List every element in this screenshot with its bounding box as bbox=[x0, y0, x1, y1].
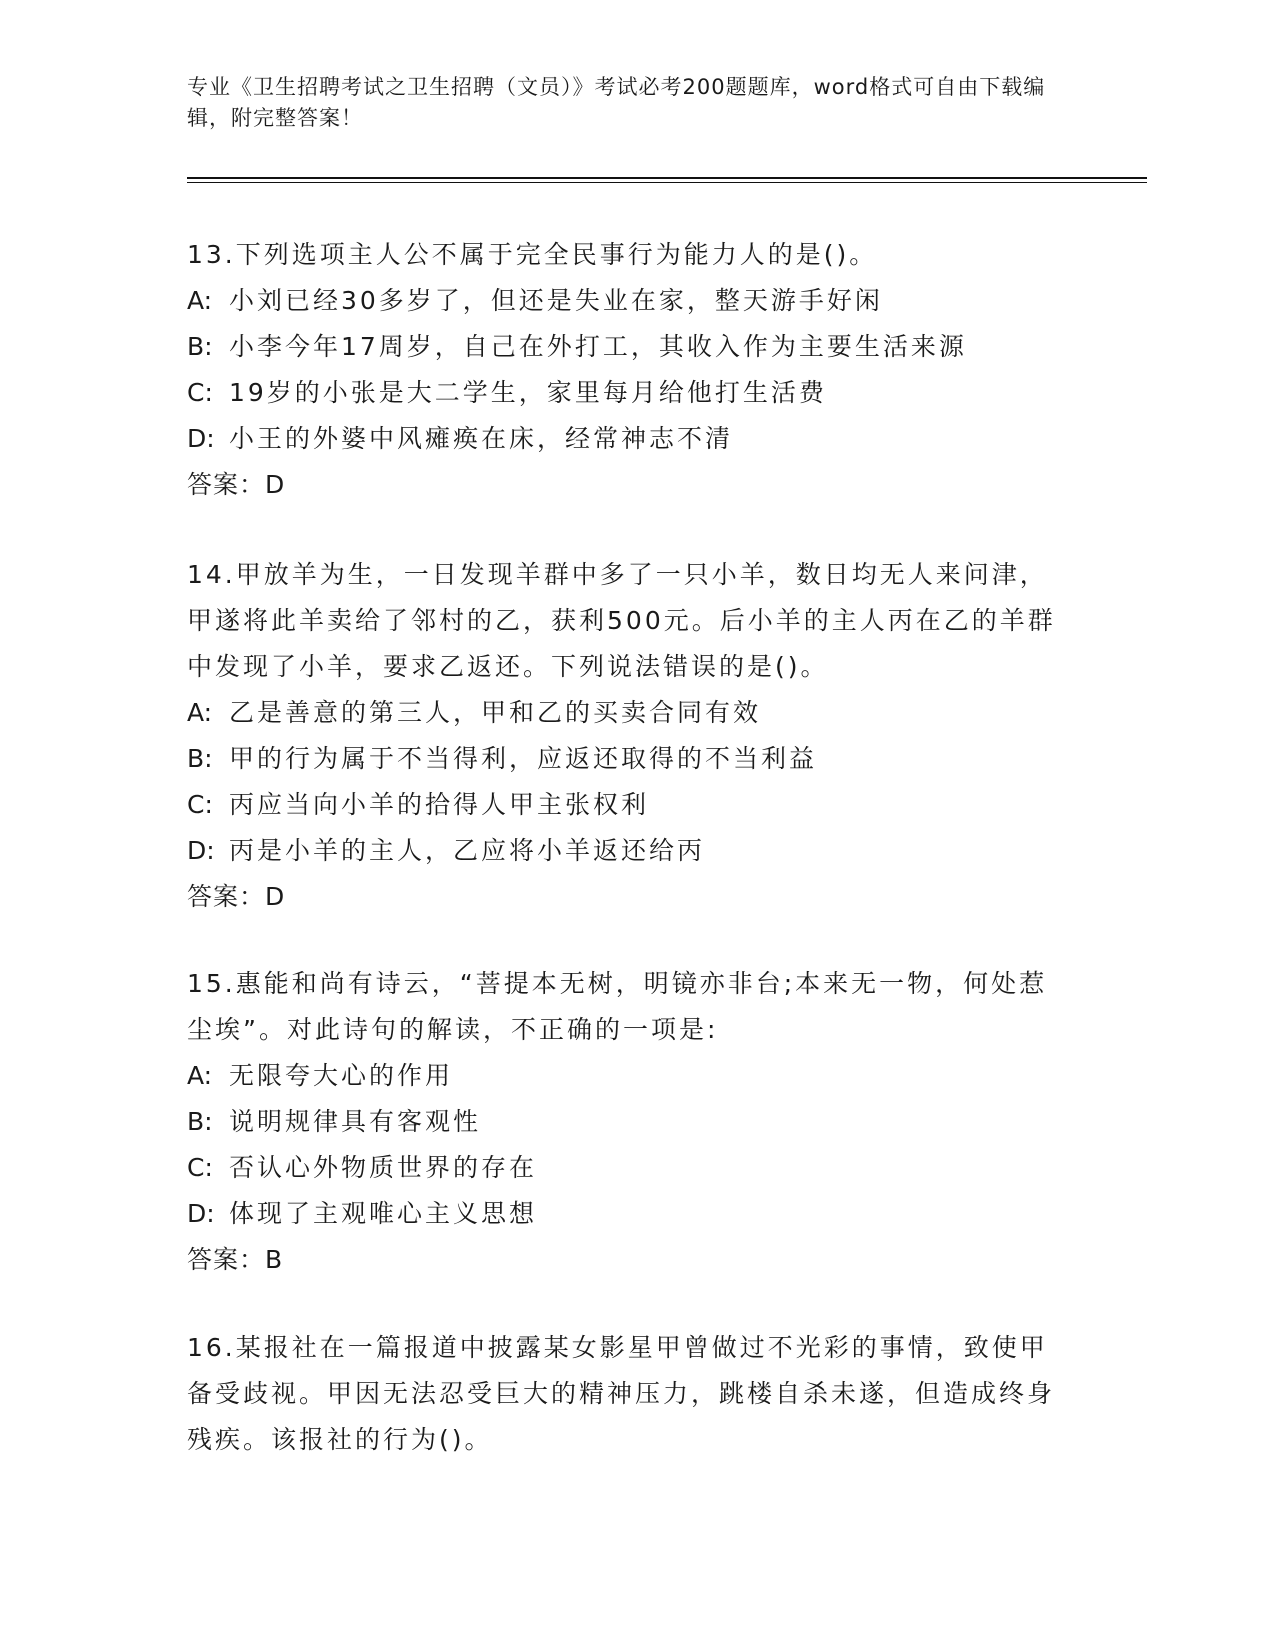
option-d bbox=[187, 416, 1067, 462]
answer: 答案：D bbox=[187, 882, 286, 911]
option-b bbox=[187, 736, 1067, 782]
answer: 答案：B bbox=[187, 1245, 284, 1274]
option-key: D: bbox=[187, 1199, 215, 1228]
option-text: 无限夸大心的作用 bbox=[229, 1061, 454, 1090]
option-key: C: bbox=[187, 790, 213, 819]
option-key: B: bbox=[187, 744, 213, 773]
option-text: 小王的外婆中风瘫痪在床，经常神志不清 bbox=[229, 424, 734, 453]
question-15 bbox=[187, 961, 1067, 1283]
option-c bbox=[187, 782, 1067, 828]
option-key: A: bbox=[187, 1061, 213, 1090]
answer: 答案：D bbox=[187, 470, 286, 499]
header-rule-thick bbox=[187, 177, 1147, 179]
option-b bbox=[187, 1099, 1067, 1145]
question-stem: 14.甲放羊为生，一日发现羊群中多了一只小羊，数日均无人来问津，甲遂将此羊卖给了邻村的乙，获利500元。后小羊的主人丙在乙的羊群中发现了小羊，要求乙返还。下列说法错误的是()。 bbox=[187, 560, 1056, 681]
document-header: 专业《卫生招聘考试之卫生招聘（文员）》考试必考200题题库，word格式可自由下载编辑，附完整答案！ bbox=[187, 75, 1046, 130]
option-key: B: bbox=[187, 332, 213, 361]
option-text: 丙是小羊的主人，乙应将小羊返还给丙 bbox=[229, 836, 706, 865]
option-b bbox=[187, 324, 1067, 370]
option-text: 否认心外物质世界的存在 bbox=[229, 1153, 538, 1182]
option-key: C: bbox=[187, 378, 213, 407]
option-d bbox=[187, 1191, 1067, 1237]
header-rule-thin bbox=[187, 182, 1147, 183]
option-key: A: bbox=[187, 286, 213, 315]
question-14 bbox=[187, 552, 1067, 920]
option-text: 小刘已经30多岁了，但还是失业在家，整天游手好闲 bbox=[229, 286, 883, 315]
question-13 bbox=[187, 232, 1067, 508]
question-stem: 15.惠能和尚有诗云，“菩提本无树，明镜亦非台;本来无一物，何处惹尘埃”。对此诗句的解读，不正确的一项是: bbox=[187, 969, 1048, 1044]
option-text: 小李今年17周岁，自己在外打工，其收入作为主要生活来源 bbox=[229, 332, 967, 361]
option-text: 体现了主观唯心主义思想 bbox=[229, 1199, 538, 1228]
option-text: 丙应当向小羊的拾得人甲主张权利 bbox=[229, 790, 650, 819]
question-stem: 16.某报社在一篇报道中披露某女影星甲曾做过不光彩的事情，致使甲备受歧视。甲因无法忍受巨大的精神压力，跳楼自杀未遂，但造成终身残疾。该报社的行为()。 bbox=[187, 1333, 1056, 1454]
option-text: 说明规律具有客观性 bbox=[229, 1107, 482, 1136]
option-text: 乙是善意的第三人，甲和乙的买卖合同有效 bbox=[229, 698, 762, 727]
option-a bbox=[187, 690, 1067, 736]
option-key: D: bbox=[187, 836, 215, 865]
option-text: 19岁的小张是大二学生，家里每月给他打生活费 bbox=[229, 378, 827, 407]
question-stem: 13.下列选项主人公不属于完全民事行为能力人的是()。 bbox=[187, 240, 878, 269]
option-c bbox=[187, 1145, 1067, 1191]
option-d bbox=[187, 828, 1067, 874]
option-key: D: bbox=[187, 424, 215, 453]
option-key: C: bbox=[187, 1153, 213, 1182]
option-a bbox=[187, 1053, 1067, 1099]
question-16 bbox=[187, 1325, 1067, 1463]
option-c bbox=[187, 370, 1067, 416]
option-key: B: bbox=[187, 1107, 213, 1136]
option-text: 甲的行为属于不当得利，应返还取得的不当利益 bbox=[229, 744, 818, 773]
option-a bbox=[187, 278, 1067, 324]
option-key: A: bbox=[187, 698, 213, 727]
